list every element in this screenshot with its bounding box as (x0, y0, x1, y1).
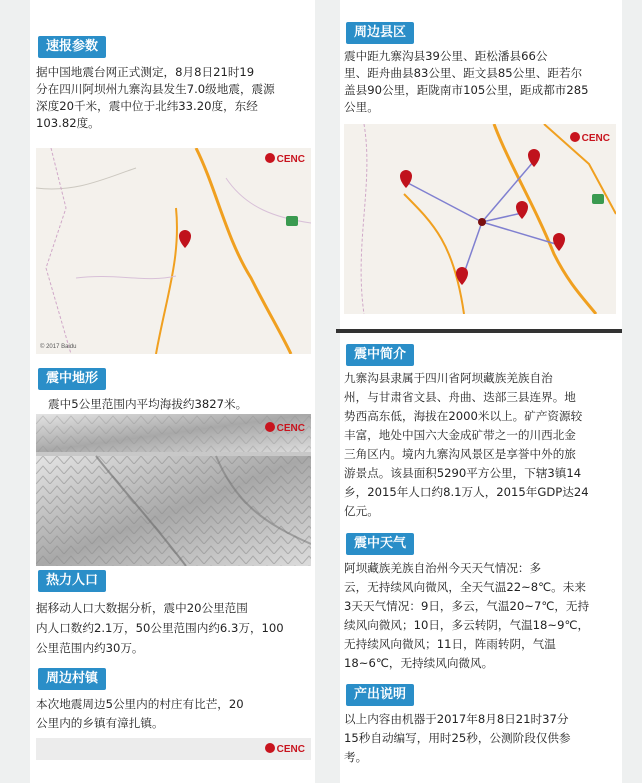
counties-header: 周边县区 (346, 22, 414, 44)
epicenter-map-graphic (36, 148, 311, 354)
population-line-1: 据移动人口大数据分析，震中20公里范围 (36, 601, 248, 615)
county-marker-icon (528, 149, 540, 167)
intro-line-6: 游景点。该县面积5290平方公里，下辖3镇14 (344, 466, 582, 480)
terrain-map-graphic (36, 414, 311, 566)
cenc-logo: CENC (265, 153, 305, 165)
column-divider (336, 329, 622, 333)
cenc-logo-village: CENC (265, 743, 305, 755)
epicenter-map[interactable] (36, 148, 311, 354)
quick-report-line-3: 深度20千米，震中位于北纬33.20度，东经 (36, 99, 258, 113)
right-column (340, 0, 622, 783)
quick-report-line-1: 据中国地震台网正式测定，8月8日21时19 (36, 65, 255, 79)
weather-header: 震中天气 (346, 533, 414, 555)
village-map[interactable] (36, 738, 311, 760)
village-header: 周边村镇 (38, 668, 106, 690)
intro-line-8: 亿元。 (344, 504, 379, 518)
intro-line-7: 乡，2015年人口约8.1万人，2015年GDP达24 (344, 485, 589, 499)
county-marker-icon (553, 233, 565, 251)
weather-line-6: 18~6℃，无持续风向微风。 (344, 656, 494, 670)
terrain-map[interactable] (36, 414, 311, 566)
quick-report-line-2: 分在四川阿坝州九寨沟县发生7.0级地震，震源 (36, 82, 275, 96)
intro-line-4: 丰富，地处中国六大金成矿带之一的川西北金 (344, 428, 576, 442)
weather-line-5: 无持续风向微风；11日，阵雨转阴，气温 (344, 637, 556, 651)
intro-line-5: 三角区内。境内九寨沟风景区是享誉中外的旅 (344, 447, 576, 461)
counties-line-2: 里、距舟曲县83公里、距文县85公里、距若尔 (344, 66, 583, 80)
output-line-2: 15秒自动编写，用时25秒，公测阶段仅供参 (344, 731, 571, 745)
intro-line-2: 州，与甘肃省文县、舟曲、迭部三县连界。地 (344, 390, 576, 404)
counties-map[interactable] (344, 124, 616, 314)
weather-line-1: 阿坝藏族羌族自治州今天天气情况：多 (344, 561, 542, 575)
left-column (30, 0, 315, 783)
quick-report-header: 速报参数 (38, 36, 106, 58)
output-line-1: 以上内容由机器于2017年8月8日21时37分 (344, 712, 569, 726)
weather-line-4: 续风向微风；10日，多云转阴，气温18~9℃， (344, 618, 590, 632)
terrain-header: 震中地形 (38, 368, 106, 390)
county-marker-icon (516, 201, 528, 219)
village-line-2: 公里内的乡镇有漳扎镇。 (36, 716, 164, 730)
epicenter-marker-icon (179, 230, 191, 248)
cenc-logo-counties: CENC (570, 132, 610, 144)
weather-line-2: 云，无持续风向微风，全天气温22~8℃。未来 (344, 580, 586, 594)
cenc-logo-terrain: CENC (265, 422, 305, 434)
population-line-2: 内人口数约2.1万，50公里范围内约6.3万，100 (36, 621, 284, 635)
map-copyright: © 2017 Baidu (40, 344, 77, 350)
population-header: 热力人口 (38, 570, 106, 592)
quick-report-line-4: 103.82度。 (36, 116, 100, 130)
counties-line-1: 震中距九寨沟县39公里、距松潘县66公 (344, 49, 548, 63)
counties-line-4: 公里。 (344, 100, 379, 114)
intro-line-3: 势西高东低，海拔在2000米以上。矿产资源较 (344, 409, 583, 423)
county-marker-icon (400, 170, 412, 188)
intro-header: 震中简介 (346, 344, 414, 366)
output-line-3: 考。 (344, 750, 368, 764)
population-line-3: 公里范围内约30万。 (36, 641, 144, 655)
epicenter-dot-icon (478, 218, 486, 226)
counties-line-3: 盖县90公里，距陇南市105公里，距成都市285 (344, 83, 589, 97)
terrain-text: 震中5公里范围内平均海拔约3827米。 (48, 397, 248, 411)
output-header: 产出说明 (346, 684, 414, 706)
counties-map-graphic (344, 124, 616, 314)
village-line-1: 本次地震周边5公里内的村庄有比芒，20 (36, 697, 244, 711)
intro-line-1: 九寨沟县隶属于四川省阿坝藏族羌族自治 (344, 371, 553, 385)
weather-line-3: 3天天气情况：9日，多云，气温20~7℃，无持 (344, 599, 590, 613)
